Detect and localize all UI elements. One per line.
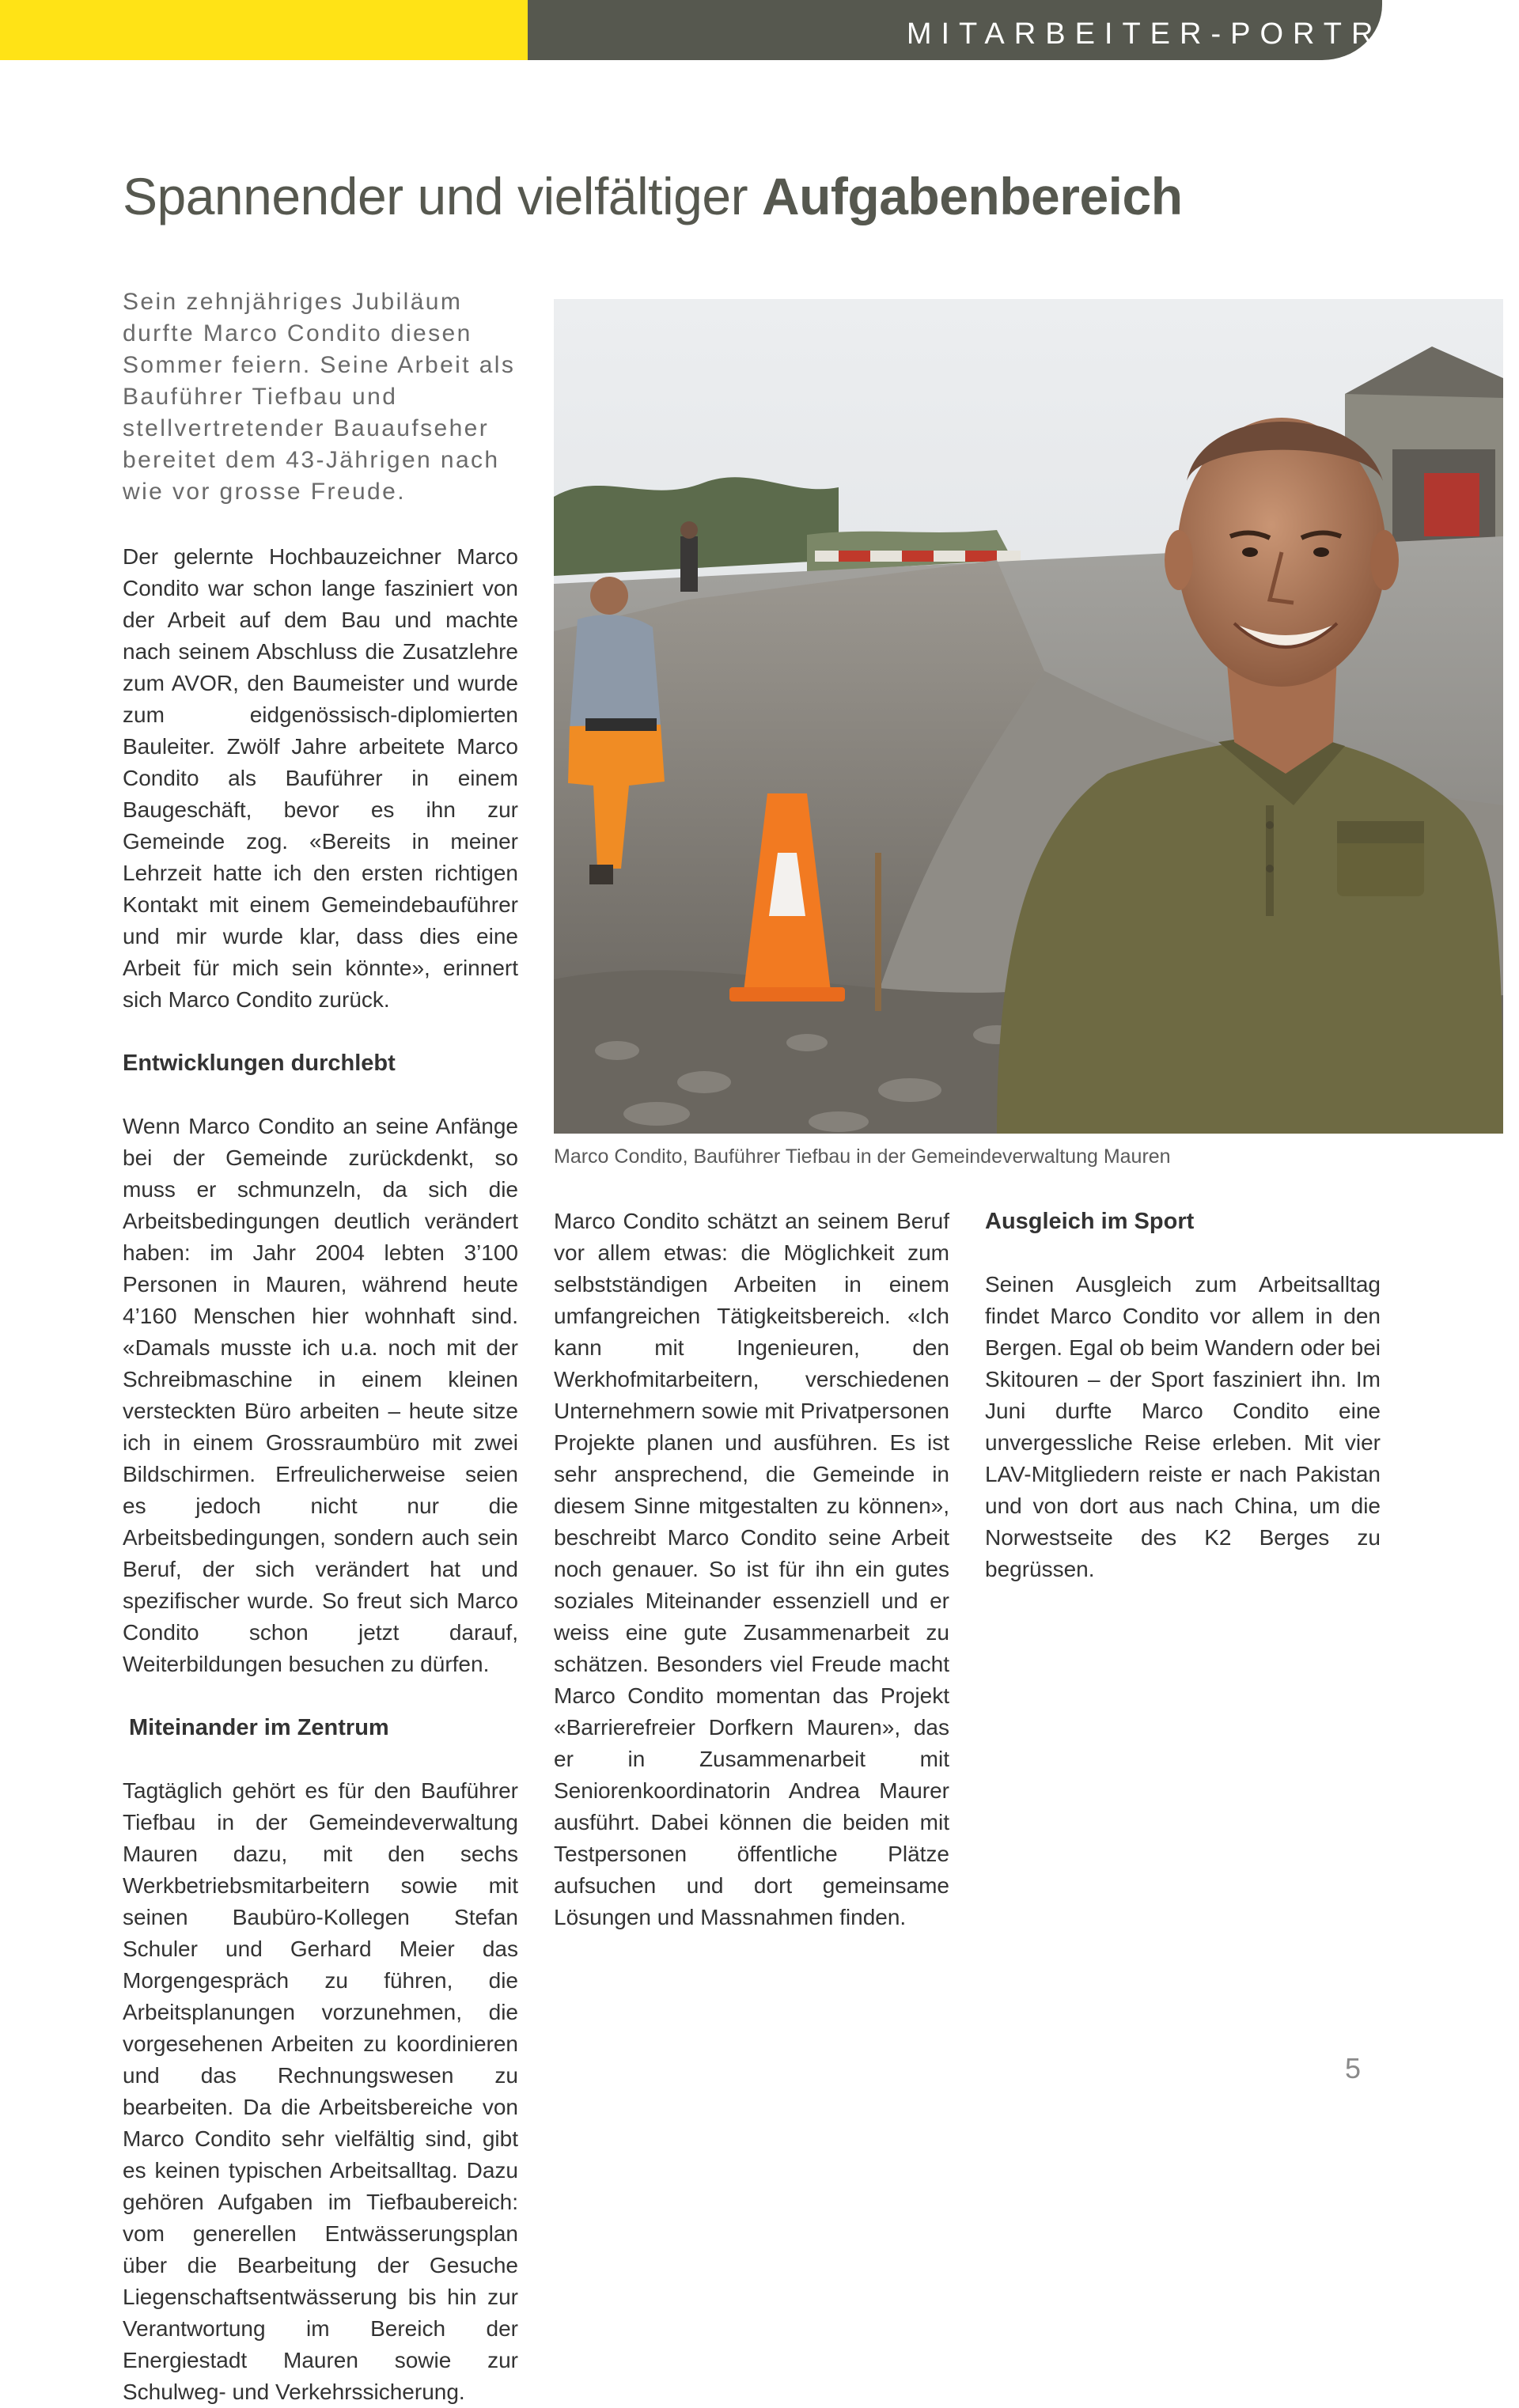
body-paragraph: Der gelernte Hochbauzeichner Marco Condito war schon lange fasziniert von der Arbeit auf dem Bau und machte nach seinem Abschluss die Zusatzlehre zum AVOR, den Baumeister und wurde zum eidgenössisch-diplomierten Bauleiter. Zwölf Jahre arbeitete Marco Condito als Bauführer in einem Baugeschäft, bevor es ihn zur Gemeinde zog. «Bereits in meiner Lehrzeit hatte ich den ersten richtigen Kontakt mit einem Gemeindebauführer und mir wurde klar, dass dies eine Arbeit für mich sein könnte», erinnert sich Marco Condito zurück. (123, 544, 518, 1012)
text-column-1-top (123, 541, 518, 1079)
section-heading: Entwicklungen durchlebt (123, 1051, 396, 1076)
text-column-1 (123, 1111, 518, 2408)
page-number: 5 (1345, 2052, 1362, 2084)
section-heading: Miteinander im Zentrum (129, 1715, 389, 1740)
photo-caption: Marco Condito, Bauführer Tiefbau in der Gemeindeverwaltung Mauren (554, 1145, 1171, 1168)
article-title-light: Spannender und vielfältiger (123, 167, 748, 225)
section-label: MITARBEITER-PORTRÄT (906, 17, 1440, 51)
text-column-3 (985, 1206, 1381, 1585)
header-yellow-bar (0, 0, 528, 60)
body-paragraph: Wenn Marco Condito an seine Anfänge bei der Gemeinde zurückdenkt, so muss er schmunzeln, da sich die Arbeitsbedingungen deutlich verändert haben: im Jahr 2004 lebten 3’100 Personen in Mauren, während heute 4’160 Menschen hier wohnhaft sind. «Damals musste ich u.a. noch mit der Schreibmaschine in einem kleinen versteckten Büro arbeiten – heute sitze ich in einem Grossraumbüro mit zwei Bildschirmen. Erfreulicherweise seien es jedoch nicht nur die Arbeitsbedingungen, sondern auch sein Beruf, der sich verändert hat und spezifischer wurde. So freut sich Marco Condito schon jetzt darauf, Weiterbildungen besuchen zu dürfen. (123, 1114, 518, 1676)
article-title-bold: Aufgabenbereich (761, 167, 1183, 225)
section-heading: Ausgleich im Sport (985, 1209, 1195, 1234)
body-paragraph: Tagtäglich gehört es für den Bauführer Tiefbau in der Gemeindeverwaltung Mauren dazu, mit den sechs Werkbetriebsmitarbeitern sowie mit seinen Baubüro-Kollegen Stefan Schuler und Gerhard Meier das Morgengespräch zu führen, die Arbeitsplanungen vorzunehmen, die vorgesehenen Arbeiten zu koordinieren und das Rechnungswesen zu bearbeiten. Da die Arbeitsbereiche von Marco Condito sehr vielfältig sind, gibt es keinen typischen Arbeitsalltag. Dazu gehören Aufgaben im Tiefbaubereich: vom generellen Entwässerungsplan über die Bearbeitung der Gesuche Liegenschaftsentwässerung bis hin zur Verantwortung im Bereich der Energiestadt Mauren sowie zur Schulweg- und Verkehrssicherung. (123, 1778, 518, 2404)
article-intro: Sein zehnjähriges Jubiläum durfte Marco Condito diesen Sommer feiern. Seine Arbeit als Bauführer Tiefbau und stellvertretender Bauaufseher bereitet dem 43-Jährigen nach wie vor grosse Freude. (123, 289, 516, 505)
portrait-photo-illustration (554, 299, 1503, 1134)
portrait-photo (554, 299, 1503, 1134)
body-paragraph: Marco Condito schätzt an seinem Beruf vor allem etwas: die Möglichkeit zum selbstständigen Arbeiten in einem umfangreichen Tätigkeitsbereich. «Ich kann mit Ingenieuren, den Werkhofmitarbeitern, verschiedenen Unternehmern sowie mit Privatpersonen Projekte planen und ausführen. Es ist sehr ansprechend, die Gemeinde in diesem Sinne mitgestalten zu können», beschreibt Marco Condito seine Arbeit noch genauer. So ist für ihn ein gutes soziales Miteinander essenziell und er weiss eine gute Zusammenarbeit zu schätzen. Besonders viel Freude macht Marco Condito momentan das Projekt «Barrierefreier Dorfkern Mauren», das er in Zusammenarbeit mit Seniorenkoordinatorin Andrea Maurer ausführt. Dabei können die beiden mit Testpersonen öffentliche Plätze aufsuchen und dort gemeinsame Lösungen und Massnahmen finden. (554, 1209, 949, 1929)
text-column-2 (554, 1206, 949, 1933)
body-paragraph: Seinen Ausgleich zum Arbeitsalltag findet Marco Condito vor allem in den Bergen. Egal ob beim Wandern oder bei Skitouren – der Sport fasziniert ihn. Im Juni durfte Marco Condito eine unvergessliche Reise erleben. Mit vier LAV-Mitgliedern reiste er nach Pakistan und von dort aus nach China, um die Norwestseite des K2 Berges zu begrüssen. (985, 1272, 1381, 1581)
article-title (123, 166, 1183, 226)
